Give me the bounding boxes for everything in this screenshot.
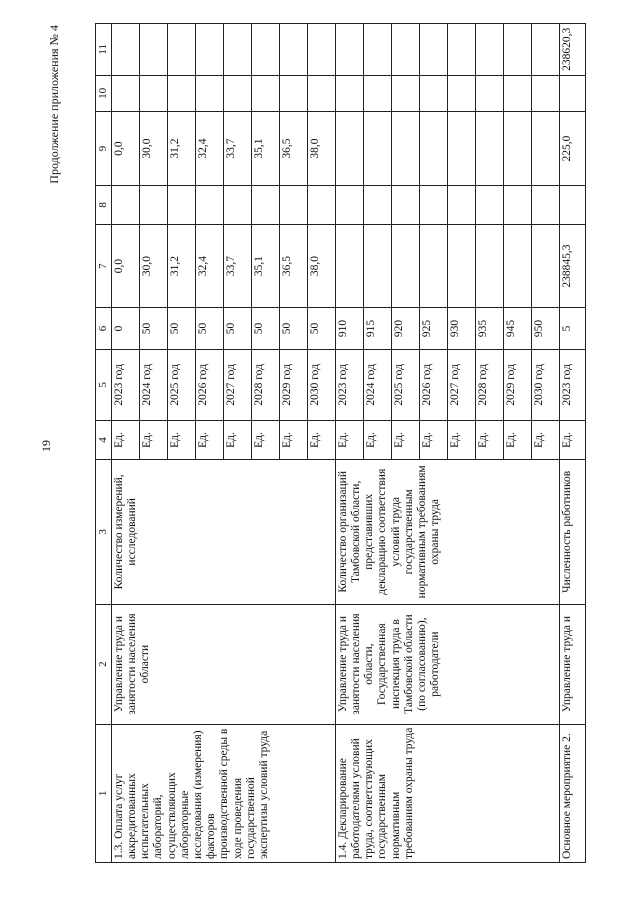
section-1-3-cell-v7: 31,2 [167,224,195,307]
section-1-3-cell-v9: 0,0 [111,112,139,185]
section-1-4-cell-unit: Ед. [475,420,503,459]
section-1-3-title: 1.3. Оплата услуг аккредитованных испытательных лабораторий, осуществляющих лабораторные исследования (измерения) факторов производственной среды в ходе проведения государственной экспертизы условий труда [111,724,335,862]
section-1-3-cell-v6: 50 [139,308,167,350]
section-2-cell-year: 2023 год [559,349,585,420]
section-1-4-cell-v8 [447,185,475,224]
section-1-3-indicator: Количество измерений, исследований [111,460,335,605]
section-1-4-cell-v11 [447,24,475,76]
section-1-4-cell-year: 2028 год [475,349,503,420]
section-1-4-cell-v8 [475,185,503,224]
section-2-title: Основное мероприятие 2. [559,724,585,862]
page-number: 19 [39,440,53,452]
col-number-5: 5 [96,349,112,420]
section-1-4-cell-v11 [503,24,531,76]
section-1-3-cell-v7: 35,1 [251,224,279,307]
section-1-3-cell-v8 [279,185,307,224]
section-1-3-cell-v7: 0,0 [111,224,139,307]
section-1-4-cell-v10 [335,75,363,112]
section-1-3-cell-v10 [195,75,223,112]
section-1-3-cell-v11 [251,24,279,76]
section-1-3-cell-unit: Ед. [195,420,223,459]
section-1-4-cell-unit: Ед. [531,420,559,459]
section-1-4-cell-v8 [363,185,391,224]
section-1-3-cell-v6: 0 [111,308,139,350]
rotated-table-area [47,23,605,863]
section-1-4-cell-v9 [447,112,475,185]
section-1-3-cell-year: 2026 год [195,349,223,420]
col-number-3: 3 [96,460,112,605]
table-body [96,24,586,863]
section-1-3-cell-year: 2028 год [251,349,279,420]
section-1-4-cell-v6: 930 [447,308,475,350]
section-1-4-cell-v8 [419,185,447,224]
section-1-4-cell-v7 [335,224,363,307]
appendix-note: Продолжение приложения № 4 [47,25,61,184]
section-1-3-cell-year: 2027 год [223,349,251,420]
section-1-3-cell-v10 [139,75,167,112]
section-1-4-cell-unit: Ед. [335,420,363,459]
section-1-3-cell-unit: Ед. [279,420,307,459]
section-1-3-cell-v7: 30,0 [139,224,167,307]
section-1-3-cell-year: 2029 год [279,349,307,420]
section-1-3-cell-v9: 36,5 [279,112,307,185]
section-1-3-cell-v7: 38,0 [307,224,335,307]
section-1-4-cell-v7 [363,224,391,307]
section-1-3-cell-v6: 50 [251,308,279,350]
section-1-4-cell-v8 [391,185,419,224]
col-number-4: 4 [96,420,112,459]
section-1-4-cell-unit: Ед. [447,420,475,459]
section-1-3-cell-v8 [223,185,251,224]
section-1-4-cell-v7 [503,224,531,307]
section-1-3-cell-v10 [223,75,251,112]
section-1-4-cell-v6: 950 [531,308,559,350]
col-number-11: 11 [96,24,112,76]
section-1-3-cell-unit: Ед. [167,420,195,459]
section-1-4-cell-v9 [391,112,419,185]
section-1-3-cell-v6: 50 [279,308,307,350]
section-1-3-cell-v10 [251,75,279,112]
section-1-4-cell-v10 [475,75,503,112]
section-1-4-cell-v7 [419,224,447,307]
section-1-3-cell-v11 [111,24,139,76]
section-1-4-cell-unit: Ед. [363,420,391,459]
section-1-3-cell-v9: 33,7 [223,112,251,185]
section-1-3-cell-year: 2025 год [167,349,195,420]
col-number-7: 7 [96,224,112,307]
section-1-4-cell-unit: Ед. [419,420,447,459]
section-1-3-cell-v7: 32,4 [195,224,223,307]
section-1-4-cell-v9 [363,112,391,185]
section-1-4-cell-v7 [447,224,475,307]
section-1-4-cell-v10 [419,75,447,112]
section-1-3-row [111,24,139,863]
section-1-4-cell-year: 2025 год [391,349,419,420]
program-table [95,23,586,863]
section-1-3-cell-v10 [111,75,139,112]
section-1-4-cell-v8 [335,185,363,224]
section-1-4-cell-v7 [531,224,559,307]
section-1-4-cell-v9 [475,112,503,185]
section-1-4-executor: Управление труда и занятости населения области, Государственная инспекция труда в Тамбовской области (по согласованию), работодатели [335,604,559,724]
section-1-4-cell-year: 2024 год [363,349,391,420]
section-1-3-cell-v11 [195,24,223,76]
section-1-3-cell-v8 [307,185,335,224]
section-1-4-cell-v6: 910 [335,308,363,350]
col-number-6: 6 [96,308,112,350]
section-1-4-indicator: Количество организаций Тамбовской области, представивших декларацию соответствия условий труда государственным нормативным требованиям охраны труда [335,460,559,605]
section-1-3-cell-v10 [307,75,335,112]
section-1-4-cell-year: 2026 год [419,349,447,420]
section-1-3-cell-v8 [195,185,223,224]
section-1-3-cell-v6: 50 [307,308,335,350]
section-1-4-title: 1.4. Декларирование работодателями условий труда, соответствующих государственным нормативным требованиям охраны труда [335,724,559,862]
section-1-3-cell-v7: 36,5 [279,224,307,307]
section-1-4-cell-v11 [531,24,559,76]
section-1-4-cell-year: 2029 год [503,349,531,420]
section-1-3-cell-unit: Ед. [111,420,139,459]
col-number-2: 2 [96,604,112,724]
section-1-3-cell-unit: Ед. [307,420,335,459]
section-1-3-cell-v6: 50 [167,308,195,350]
section-2-cell-v11: 238620,3 [559,24,585,76]
section-1-3-cell-year: 2030 год [307,349,335,420]
section-2-cell-v8 [559,185,585,224]
section-1-4-cell-v9 [503,112,531,185]
section-2-executor: Управление труда и [559,604,585,724]
col-number-1: 1 [96,724,112,862]
section-1-4-cell-v6: 920 [391,308,419,350]
column-number-row [96,24,112,863]
section-2-cell-v10 [559,75,585,112]
section-1-4-cell-v10 [447,75,475,112]
section-1-4-cell-v10 [391,75,419,112]
col-number-8: 8 [96,185,112,224]
section-1-3-cell-v11 [223,24,251,76]
section-1-3-cell-v6: 50 [195,308,223,350]
section-1-4-cell-v11 [391,24,419,76]
section-1-4-cell-v10 [363,75,391,112]
section-1-4-cell-unit: Ед. [391,420,419,459]
section-1-3-cell-v11 [279,24,307,76]
section-1-3-cell-v6: 50 [223,308,251,350]
section-1-3-cell-year: 2023 год [111,349,139,420]
section-1-3-cell-v9: 31,2 [167,112,195,185]
section-1-4-cell-v11 [363,24,391,76]
section-1-3-cell-v8 [251,185,279,224]
section-1-3-cell-v11 [167,24,195,76]
section-1-3-cell-v10 [279,75,307,112]
section-1-4-cell-v9 [335,112,363,185]
section-1-4-cell-v11 [335,24,363,76]
section-2-row [559,24,585,863]
section-1-4-cell-v9 [419,112,447,185]
section-1-4-cell-v11 [475,24,503,76]
section-1-4-cell-v6: 915 [363,308,391,350]
section-1-3-cell-unit: Ед. [223,420,251,459]
section-1-3-cell-v11 [307,24,335,76]
section-2-indicator: Численность работников [559,460,585,605]
section-1-4-cell-v7 [391,224,419,307]
section-1-3-executor: Управление труда и занятости населения области [111,604,335,724]
section-1-3-cell-year: 2024 год [139,349,167,420]
section-1-3-cell-v8 [139,185,167,224]
section-2-cell-v7: 238845,3 [559,224,585,307]
section-1-3-cell-v11 [139,24,167,76]
section-1-3-cell-v7: 33,7 [223,224,251,307]
section-1-4-row [335,24,363,863]
section-1-3-cell-v9: 30,0 [139,112,167,185]
section-1-3-cell-v9: 35,1 [251,112,279,185]
section-1-3-cell-v8 [167,185,195,224]
section-1-4-cell-year: 2023 год [335,349,363,420]
section-1-4-cell-v10 [531,75,559,112]
section-1-4-cell-v6: 925 [419,308,447,350]
col-number-9: 9 [96,112,112,185]
col-number-10: 10 [96,75,112,112]
section-2-cell-unit: Ед. [559,420,585,459]
section-1-4-cell-v8 [503,185,531,224]
section-1-4-cell-year: 2030 год [531,349,559,420]
section-1-4-cell-v9 [531,112,559,185]
section-1-3-cell-v9: 32,4 [195,112,223,185]
section-1-4-cell-v6: 935 [475,308,503,350]
section-1-3-cell-unit: Ед. [139,420,167,459]
section-2-cell-v6: 5 [559,308,585,350]
section-1-4-cell-v11 [419,24,447,76]
section-1-3-cell-unit: Ед. [251,420,279,459]
section-1-3-cell-v8 [111,185,139,224]
section-1-4-cell-year: 2027 год [447,349,475,420]
section-1-4-cell-v8 [531,185,559,224]
section-1-4-cell-v7 [475,224,503,307]
section-1-4-cell-v10 [503,75,531,112]
section-1-3-cell-v10 [167,75,195,112]
section-1-4-cell-v6: 945 [503,308,531,350]
section-1-3-cell-v9: 38,0 [307,112,335,185]
section-2-cell-v9: 225,0 [559,112,585,185]
section-1-4-cell-unit: Ед. [503,420,531,459]
